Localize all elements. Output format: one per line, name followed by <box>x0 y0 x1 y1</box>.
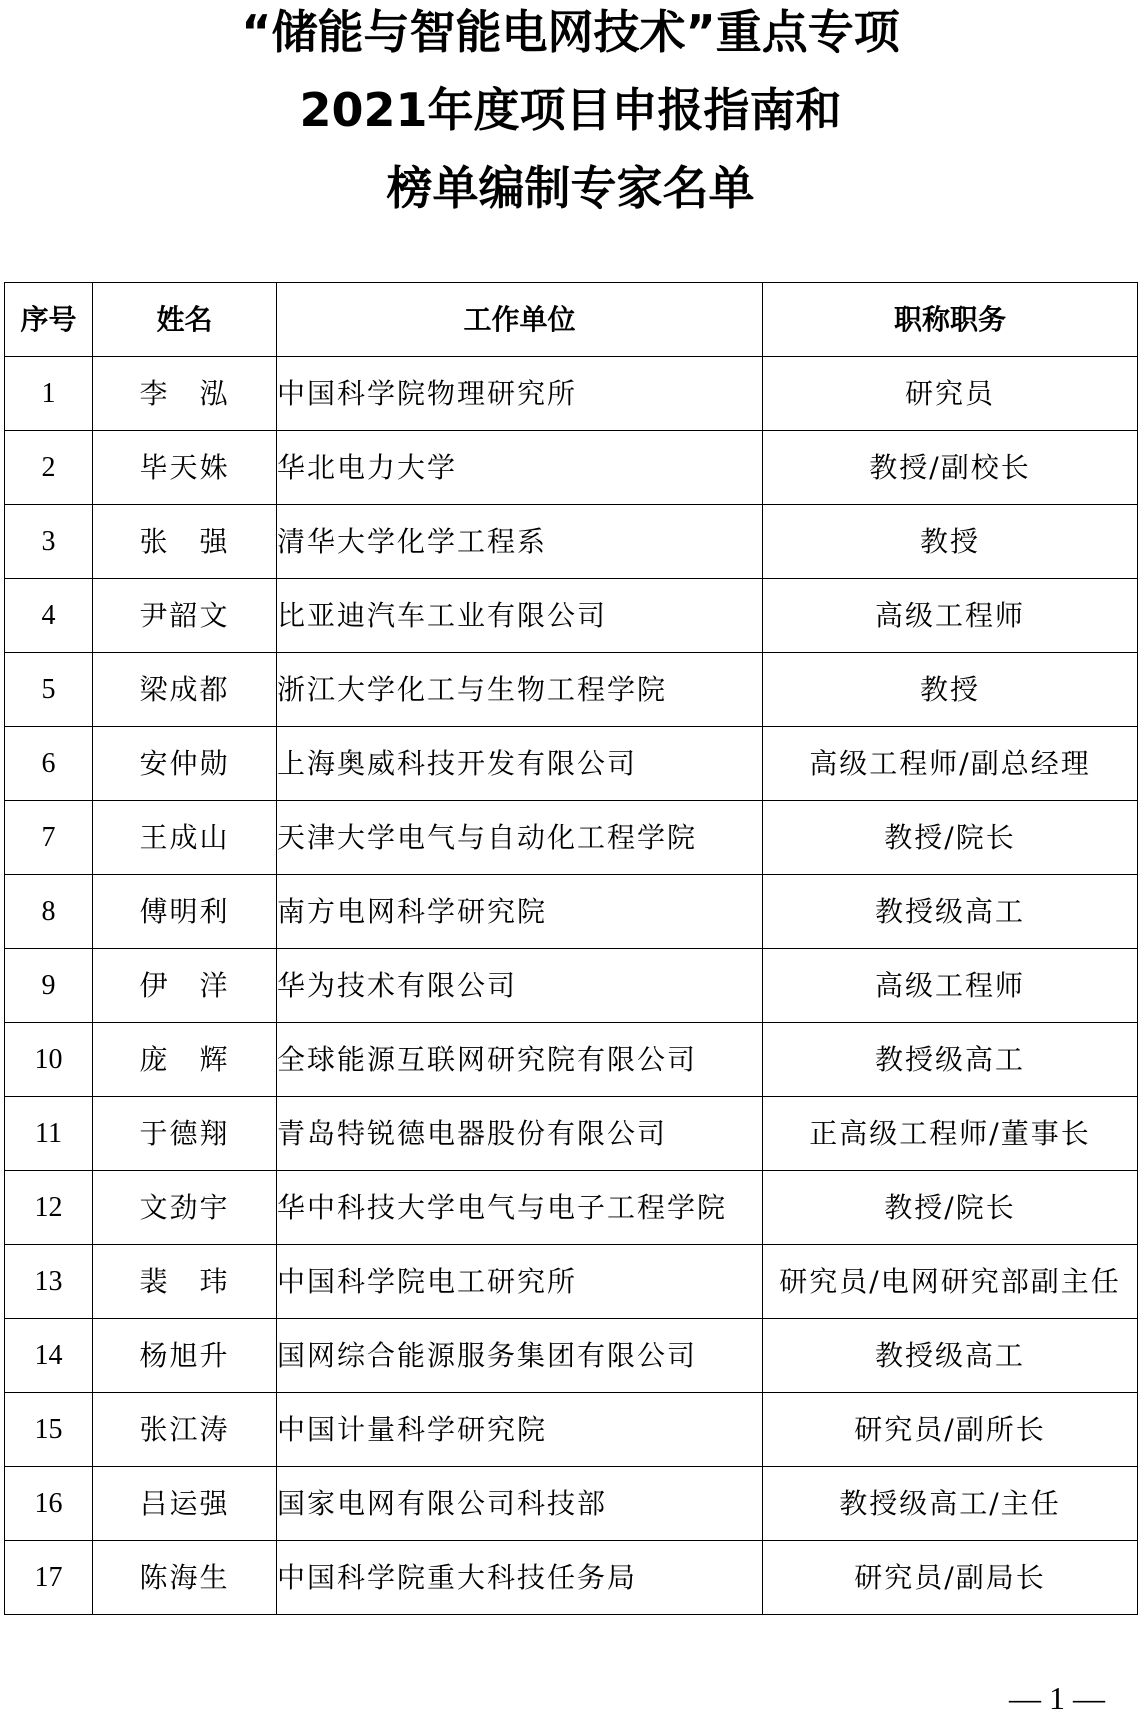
expert-organization: 华为技术有限公司 <box>277 949 763 1023</box>
row-number: 2 <box>5 431 93 505</box>
expert-organization: 国网综合能源服务集团有限公司 <box>277 1319 763 1393</box>
document-title-line-3: 榜单编制专家名单 <box>386 161 755 215</box>
table-row <box>5 1245 1138 1319</box>
header-title: 职称职务 <box>763 283 1138 357</box>
row-number: 16 <box>5 1467 93 1541</box>
expert-organization: 中国计量科学研究院 <box>277 1393 763 1467</box>
expert-title: 教授 <box>763 653 1138 727</box>
table-row <box>5 1467 1138 1541</box>
expert-name: 李 泓 <box>93 357 277 431</box>
expert-name: 吕运强 <box>93 1467 277 1541</box>
expert-title: 教授/院长 <box>763 801 1138 875</box>
row-number: 4 <box>5 579 93 653</box>
table-row <box>5 505 1138 579</box>
expert-organization: 中国科学院重大科技任务局 <box>277 1541 763 1615</box>
row-number: 17 <box>5 1541 93 1615</box>
expert-name: 毕天姝 <box>93 431 277 505</box>
expert-name: 裴 玮 <box>93 1245 277 1319</box>
row-number: 3 <box>5 505 93 579</box>
row-number: 5 <box>5 653 93 727</box>
table-row <box>5 431 1138 505</box>
expert-title: 教授/院长 <box>763 1171 1138 1245</box>
expert-organization: 上海奥威科技开发有限公司 <box>277 727 763 801</box>
expert-name: 尹韶文 <box>93 579 277 653</box>
expert-name: 王成山 <box>93 801 277 875</box>
row-number: 1 <box>5 357 93 431</box>
header-organization: 工作单位 <box>277 283 763 357</box>
table-row <box>5 727 1138 801</box>
expert-organization: 国家电网有限公司科技部 <box>277 1467 763 1541</box>
expert-title: 高级工程师 <box>763 579 1138 653</box>
table-row <box>5 579 1138 653</box>
table-header-row <box>5 283 1138 357</box>
row-number: 12 <box>5 1171 93 1245</box>
expert-organization: 中国科学院物理研究所 <box>277 357 763 431</box>
expert-name: 梁成都 <box>93 653 277 727</box>
expert-organization: 清华大学化学工程系 <box>277 505 763 579</box>
expert-title: 教授/副校长 <box>763 431 1138 505</box>
expert-organization: 南方电网科学研究院 <box>277 875 763 949</box>
row-number: 10 <box>5 1023 93 1097</box>
expert-title: 教授级高工/主任 <box>763 1467 1138 1541</box>
expert-title: 研究员/电网研究部副主任 <box>763 1245 1138 1319</box>
expert-title: 高级工程师/副总经理 <box>763 727 1138 801</box>
header-number: 序号 <box>5 283 93 357</box>
expert-title: 高级工程师 <box>763 949 1138 1023</box>
expert-name: 庞 辉 <box>93 1023 277 1097</box>
expert-title: 教授级高工 <box>763 875 1138 949</box>
expert-name: 杨旭升 <box>93 1319 277 1393</box>
table-row <box>5 1319 1138 1393</box>
expert-title: 教授 <box>763 505 1138 579</box>
expert-organization: 比亚迪汽车工业有限公司 <box>277 579 763 653</box>
table-row <box>5 1541 1138 1615</box>
expert-name: 伊 洋 <box>93 949 277 1023</box>
expert-name: 张江涛 <box>93 1393 277 1467</box>
table-row <box>5 653 1138 727</box>
header-name: 姓名 <box>93 283 277 357</box>
expert-title: 研究员/副所长 <box>763 1393 1138 1467</box>
table-row <box>5 949 1138 1023</box>
row-number: 13 <box>5 1245 93 1319</box>
expert-name: 陈海生 <box>93 1541 277 1615</box>
expert-name: 安仲勋 <box>93 727 277 801</box>
row-number: 9 <box>5 949 93 1023</box>
row-number: 7 <box>5 801 93 875</box>
expert-organization: 华中科技大学电气与电子工程学院 <box>277 1171 763 1245</box>
expert-title: 研究员/副局长 <box>763 1541 1138 1615</box>
row-number: 14 <box>5 1319 93 1393</box>
row-number: 8 <box>5 875 93 949</box>
expert-name: 张 强 <box>93 505 277 579</box>
expert-title: 正高级工程师/董事长 <box>763 1097 1138 1171</box>
expert-organization: 华北电力大学 <box>277 431 763 505</box>
expert-organization: 天津大学电气与自动化工程学院 <box>277 801 763 875</box>
table-row <box>5 1393 1138 1467</box>
table-row <box>5 357 1138 431</box>
expert-title: 研究员 <box>763 357 1138 431</box>
expert-organization: 中国科学院电工研究所 <box>277 1245 763 1319</box>
document-title-line-2: 2021年度项目申报指南和 <box>299 83 842 137</box>
expert-organization: 全球能源互联网研究院有限公司 <box>277 1023 763 1097</box>
table-row <box>5 801 1138 875</box>
expert-name: 于德翔 <box>93 1097 277 1171</box>
expert-organization: 浙江大学化工与生物工程学院 <box>277 653 763 727</box>
table-row <box>5 1097 1138 1171</box>
row-number: 15 <box>5 1393 93 1467</box>
table-row <box>5 875 1138 949</box>
expert-list-table <box>4 282 1138 1615</box>
table-row <box>5 1171 1138 1245</box>
expert-title: 教授级高工 <box>763 1319 1138 1393</box>
expert-name: 傅明利 <box>93 875 277 949</box>
page-number: — 1 — <box>1009 1680 1105 1716</box>
expert-title: 教授级高工 <box>763 1023 1138 1097</box>
expert-name: 文劲宇 <box>93 1171 277 1245</box>
document-title-line-1: “储能与智能电网技术”重点专项 <box>241 5 900 59</box>
row-number: 6 <box>5 727 93 801</box>
row-number: 11 <box>5 1097 93 1171</box>
expert-organization: 青岛特锐德电器股份有限公司 <box>277 1097 763 1171</box>
table-row <box>5 1023 1138 1097</box>
